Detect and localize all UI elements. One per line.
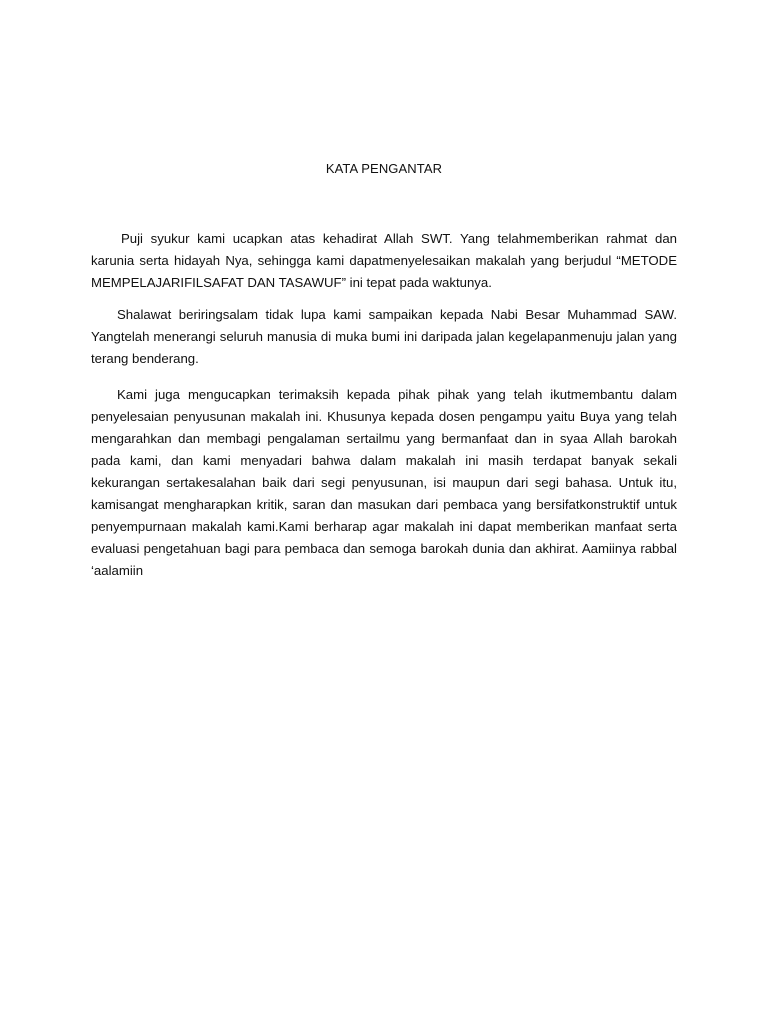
body-text bbox=[91, 228, 677, 592]
paragraph-shalawat: Shalawat beriringsalam tidak lupa kami sampaikan kepada Nabi Besar Muhammad SAW. Yangtelah menerangi seluruh manusia di muka bumi ini daripada jalan kegelapanmenuju jalan yang terang benderang. bbox=[91, 307, 677, 366]
page-title: KATA PENGANTAR bbox=[325, 161, 443, 176]
paragraph-acknowledgements: Kami juga mengucapkan terimaksih kepada pihak pihak yang telah ikutmembantu dalam penyelesaian penyusunan makalah ini. Khusunya kepada dosen pengampu yaitu Buya yang telah mengarahkan dan membagi pengalaman sertailmu yang bermanfaat dan in syaa Allah barokah pada kami, dan kami menyadari bahwa dalam makalah ini masih terdapat banyak sekali kekurangan sertakesalahan baik dari segi penyusunan, isi maupun dari segi bahasa. Untuk itu, kamisangat mengharapkan kritik, saran dan masukan dari pembaca yang bersifatkonstruktif untuk penyempurnaan makalah kami.Kami berharap agar makalah ini dapat memberikan manfaat serta evaluasi pengetahuan bagi para pembaca dan semoga barokah dunia dan akhirat. Aamiinya rabbal ‘aalamiin bbox=[91, 387, 677, 578]
paragraph-gratitude: Puji syukur kami ucapkan atas kehadirat Allah SWT. Yang telahmemberikan rahmat dan karunia serta hidayah Nya, sehingga kami dapatmenyelesaikan makalah yang berjudul “METODE MEMPELAJARIFILSAFAT DAN TASAWUF” ini tepat pada waktunya. bbox=[91, 231, 677, 290]
